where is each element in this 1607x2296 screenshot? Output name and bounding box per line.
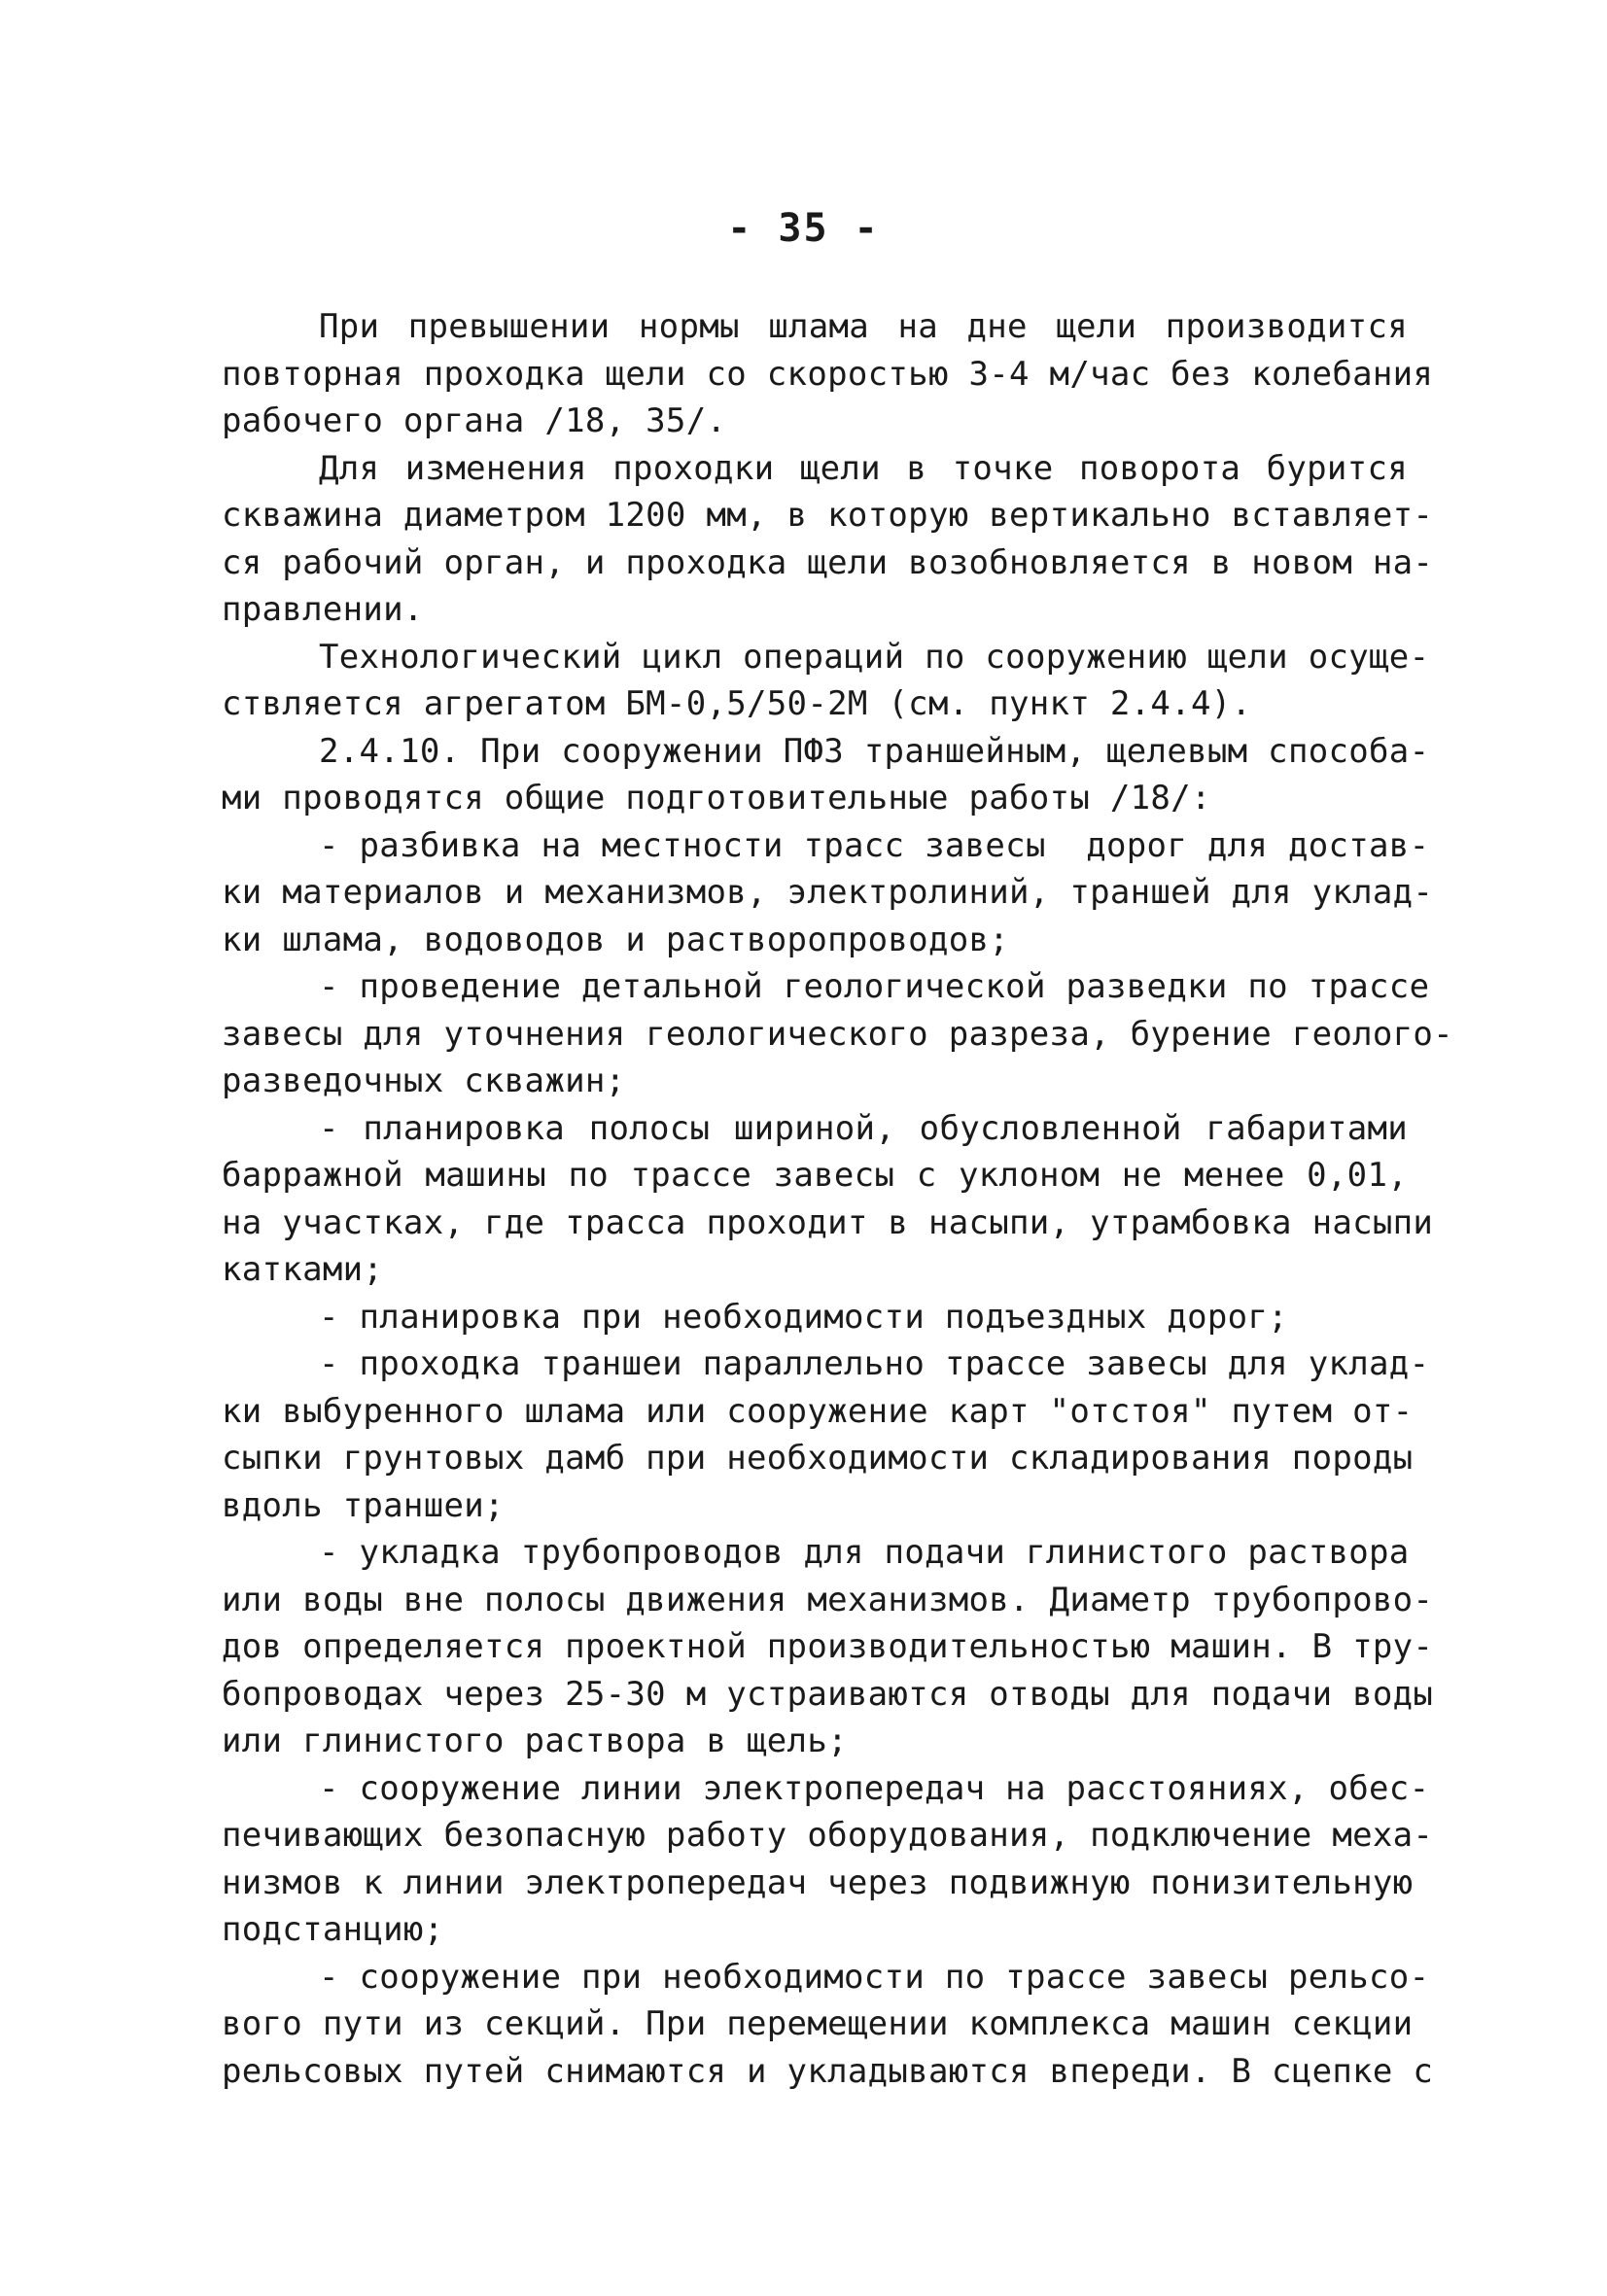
text-line: разведочных скважин;	[222, 1061, 626, 1100]
page-number: - 35 -	[727, 206, 880, 251]
text-line: 2.4.10. При сооружении ПФЗ траншейным, щелевым способа-	[319, 731, 1430, 771]
text-line: бопроводах через 25-30 м устраиваются отводы для подачи воды	[222, 1674, 1434, 1714]
text-line: ствляется агрегатом БМ-0,5/50-2М (см. пункт 2.4.4).	[222, 684, 1252, 723]
text-line: вого пути из секций. При перемещении комплекса машин секции	[222, 2004, 1414, 2043]
text-line: - сооружение при необходимости по трассе завесы рельсо-	[319, 1957, 1430, 1997]
text-line: низмов к линии электропередач через подвижную понизительную	[222, 1862, 1414, 1902]
body-text	[222, 303, 1453, 2095]
text-line: - разбивка на местности трасс завесы дорог для достав-	[319, 825, 1430, 865]
text-line: Для изменения проходки щели в точке поворота бурится	[319, 448, 1408, 488]
text-line: правлении.	[222, 590, 424, 629]
text-line: ся рабочий орган, и проходка щели возобновляется в новом на-	[222, 542, 1434, 582]
text-line: дов определяется проектной производительностью машин. В тру-	[222, 1627, 1434, 1666]
text-line: барражной машины по трассе завесы с уклоном не менее 0,01,	[222, 1156, 1408, 1195]
text-line: - сооружение линии электропередач на расстояниях, обес-	[319, 1768, 1430, 1808]
text-line: завесы для уточнения геологического разреза, бурение геолого-	[222, 1014, 1453, 1054]
text-line: Технологический цикл операций по сооружению щели осуще-	[319, 637, 1430, 677]
text-line: - проведение детальной геологической разведки по трассе	[319, 967, 1430, 1006]
text-line: или воды вне полосы движения механизмов. Диаметр трубопрово-	[222, 1580, 1434, 1619]
text-line: подстанцию;	[222, 1910, 444, 1949]
text-line: печивающих безопасную работу оборудования, подключение меха-	[222, 1816, 1434, 1855]
text-line: ки выбуренного шлама или сооружение карт "отстоя" путем от-	[222, 1391, 1414, 1431]
text-line: ки материалов и механизмов, электролиний, траншей для уклад-	[222, 873, 1434, 912]
text-line: При превышении нормы шлама на дне щели производится	[319, 307, 1408, 346]
text-line: рабочего органа /18, 35/.	[222, 401, 727, 440]
text-line: или глинистого раствора в щель;	[222, 1722, 848, 1760]
text-line: рельсовых путей снимаются и укладываются впереди. В сцепке с	[222, 2051, 1434, 2091]
text-line: - укладка трубопроводов для подачи глинистого раствора	[319, 1533, 1410, 1572]
text-line: ми проводятся общие подготовительные работы /18/:	[222, 779, 1211, 818]
text-line: катками;	[222, 1250, 384, 1289]
text-line: вдоль траншеи;	[222, 1485, 505, 1525]
text-line: сыпки грунтовых дамб при необходимости складирования породы	[222, 1439, 1414, 1478]
text-line: - проходка траншеи параллельно трассе завесы для уклад-	[319, 1344, 1430, 1383]
text-line: ки шлама, водоводов и растворопроводов;	[222, 920, 1010, 959]
text-line: повторная проходка щели со скоростью 3-4 м/час без колебания	[222, 354, 1434, 394]
text-line: скважина диаметром 1200 мм, в которую вертикально вставляет-	[222, 496, 1434, 535]
text-line: на участках, где трасса проходит в насыпи, утрамбовка насыпи	[222, 1202, 1434, 1242]
text-line: - планировка полосы шириной, обусловленной габаритами	[319, 1108, 1408, 1148]
text-line: - планировка при необходимости подъездных дорог;	[319, 1297, 1288, 1337]
